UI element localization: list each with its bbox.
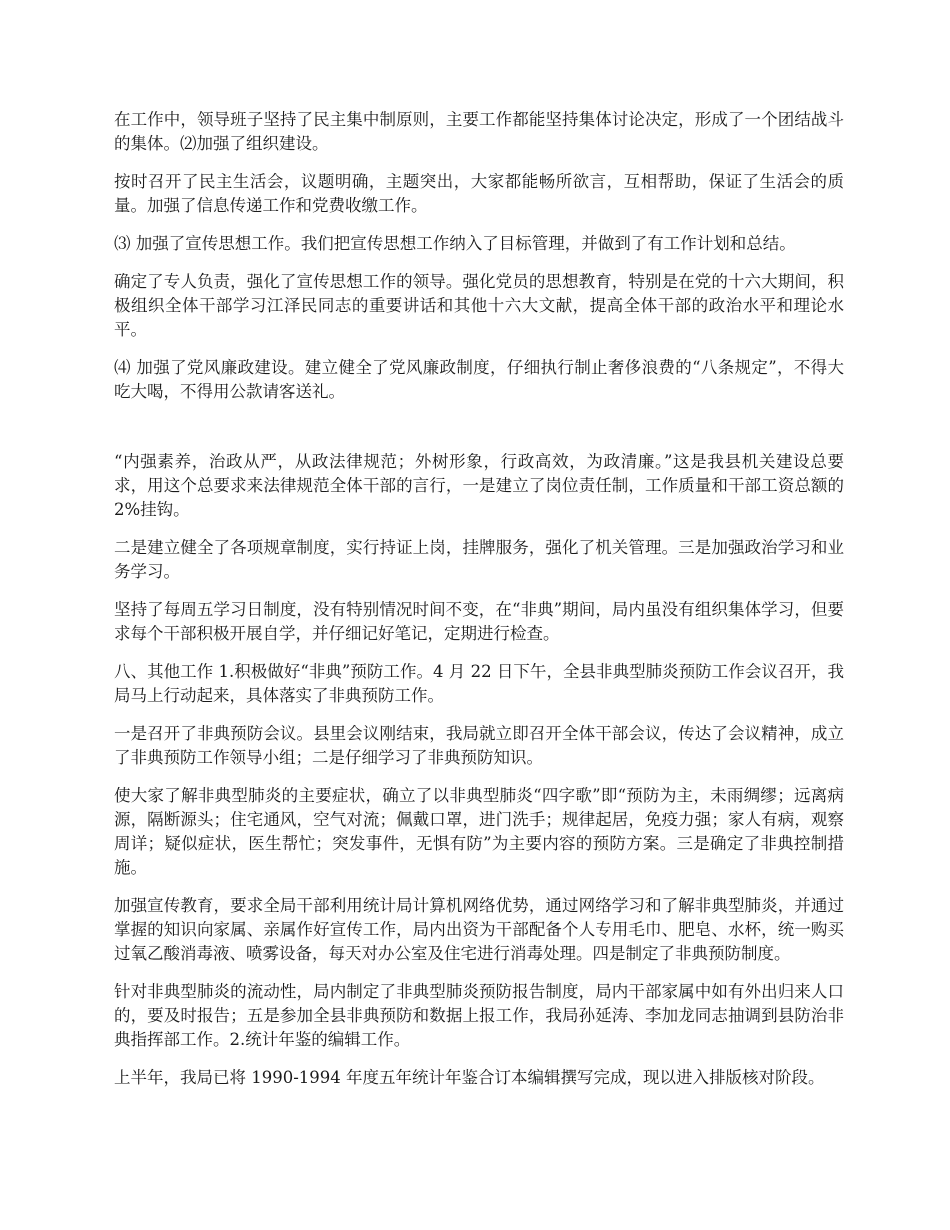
section-gap	[114, 418, 844, 450]
paragraph: ⑶ 加强了宣传思想工作。我们把宣传思想工作纳入了目标管理，并做到了有工作计划和总结。	[114, 234, 796, 253]
paragraph: 确定了专人负责，强化了宣传思想工作的领导。强化党员的思想教育，特别是在党的十六大期间，积极组织全体干部学习江泽民同志的重要讲话和其他十六大文献，提高全体干部的政治水平和理论水平。	[114, 272, 844, 339]
paragraph: 上半年，我局已将 1990-1994 年度五年统计年鉴合订本编辑撰写完成，现以进入排版核对阶段。	[114, 1068, 825, 1087]
paragraph: 加强宣传教育，要求全局干部利用统计局计算机网络优势，通过网络学习和了解非典型肺炎，并通过掌握的知识向家属、亲属作好宣传工作，局内出资为干部配备个人专用毛巾、肥皂、水杯，统一购买过氧乙酸消毒液、喷雾设备，每天对办公室及住宅进行消毒处理。四是制定了非典预防制度。	[114, 896, 844, 963]
document-page	[114, 108, 844, 1104]
paragraph: 二是建立健全了各项规章制度，实行持证上岗，挂牌服务，强化了机关管理。三是加强政治学习和业务学习。	[114, 538, 844, 581]
paragraph: 坚持了每周五学习日制度，没有特别情况时间不变，在“非典”期间，局内虽没有组织集体学习，但要求每个干部积极开展自学，并仔细记好笔记，定期进行检查。	[114, 600, 844, 643]
paragraph: 使大家了解非典型肺炎的主要症状，确立了以非典型肺炎“四字歌”即“预防为主，未雨绸缪；远离病源，隔断源头；住宅通风，空气对流；佩戴口罩，进门洗手；规律起居，免疫力强；家人有病，观察周详；疑似症状，医生帮忙；突发事件，无惧有防”为主要内容的预防方案。三是确定了非典控制措施。	[114, 786, 844, 877]
paragraph: 一是召开了非典预防会议。县里会议刚结束，我局就立即召开全体干部会议，传达了会议精神，成立了非典预防工作领导小组；二是仔细学习了非典预防知识。	[114, 724, 844, 767]
paragraph: 按时召开了民主生活会，议题明确，主题突出，大家都能畅所欲言，互相帮助，保证了生活会的质量。加强了信息传递工作和党费收缴工作。	[114, 172, 844, 215]
paragraph: 在工作中，领导班子坚持了民主集中制原则，主要工作都能坚持集体讨论决定，形成了一个团结战斗的集体。⑵加强了组织建设。	[114, 110, 844, 153]
paragraph: 针对非典型肺炎的流动性，局内制定了非典型肺炎预防报告制度，局内干部家属中如有外出归来人口的，要及时报告；五是参加全县非典预防和数据上报工作，我局孙延涛、李加龙同志抽调到县防治非典指挥部工作。2.统计年鉴的编辑工作。	[114, 982, 844, 1049]
paragraph: “内强素养，治政从严，从政法律规范；外树形象，行政高效，为政清廉。”这是我县机关建设总要求，用这个总要求来法律规范全体干部的言行，一是建立了岗位责任制，工作质量和干部工资总额的 2%挂钩。	[114, 452, 844, 519]
paragraph: ⑷ 加强了党风廉政建设。建立健全了党风廉政制度，仔细执行制止奢侈浪费的“八条规定”，不得大吃大喝，不得用公款请客送礼。	[114, 358, 844, 401]
paragraph: 八、其他工作 1.积极做好“非典”预防工作。4 月 22 日下午，全县非典型肺炎预防工作会议召开，我局马上行动起来，具体落实了非典预防工作。	[114, 662, 844, 705]
